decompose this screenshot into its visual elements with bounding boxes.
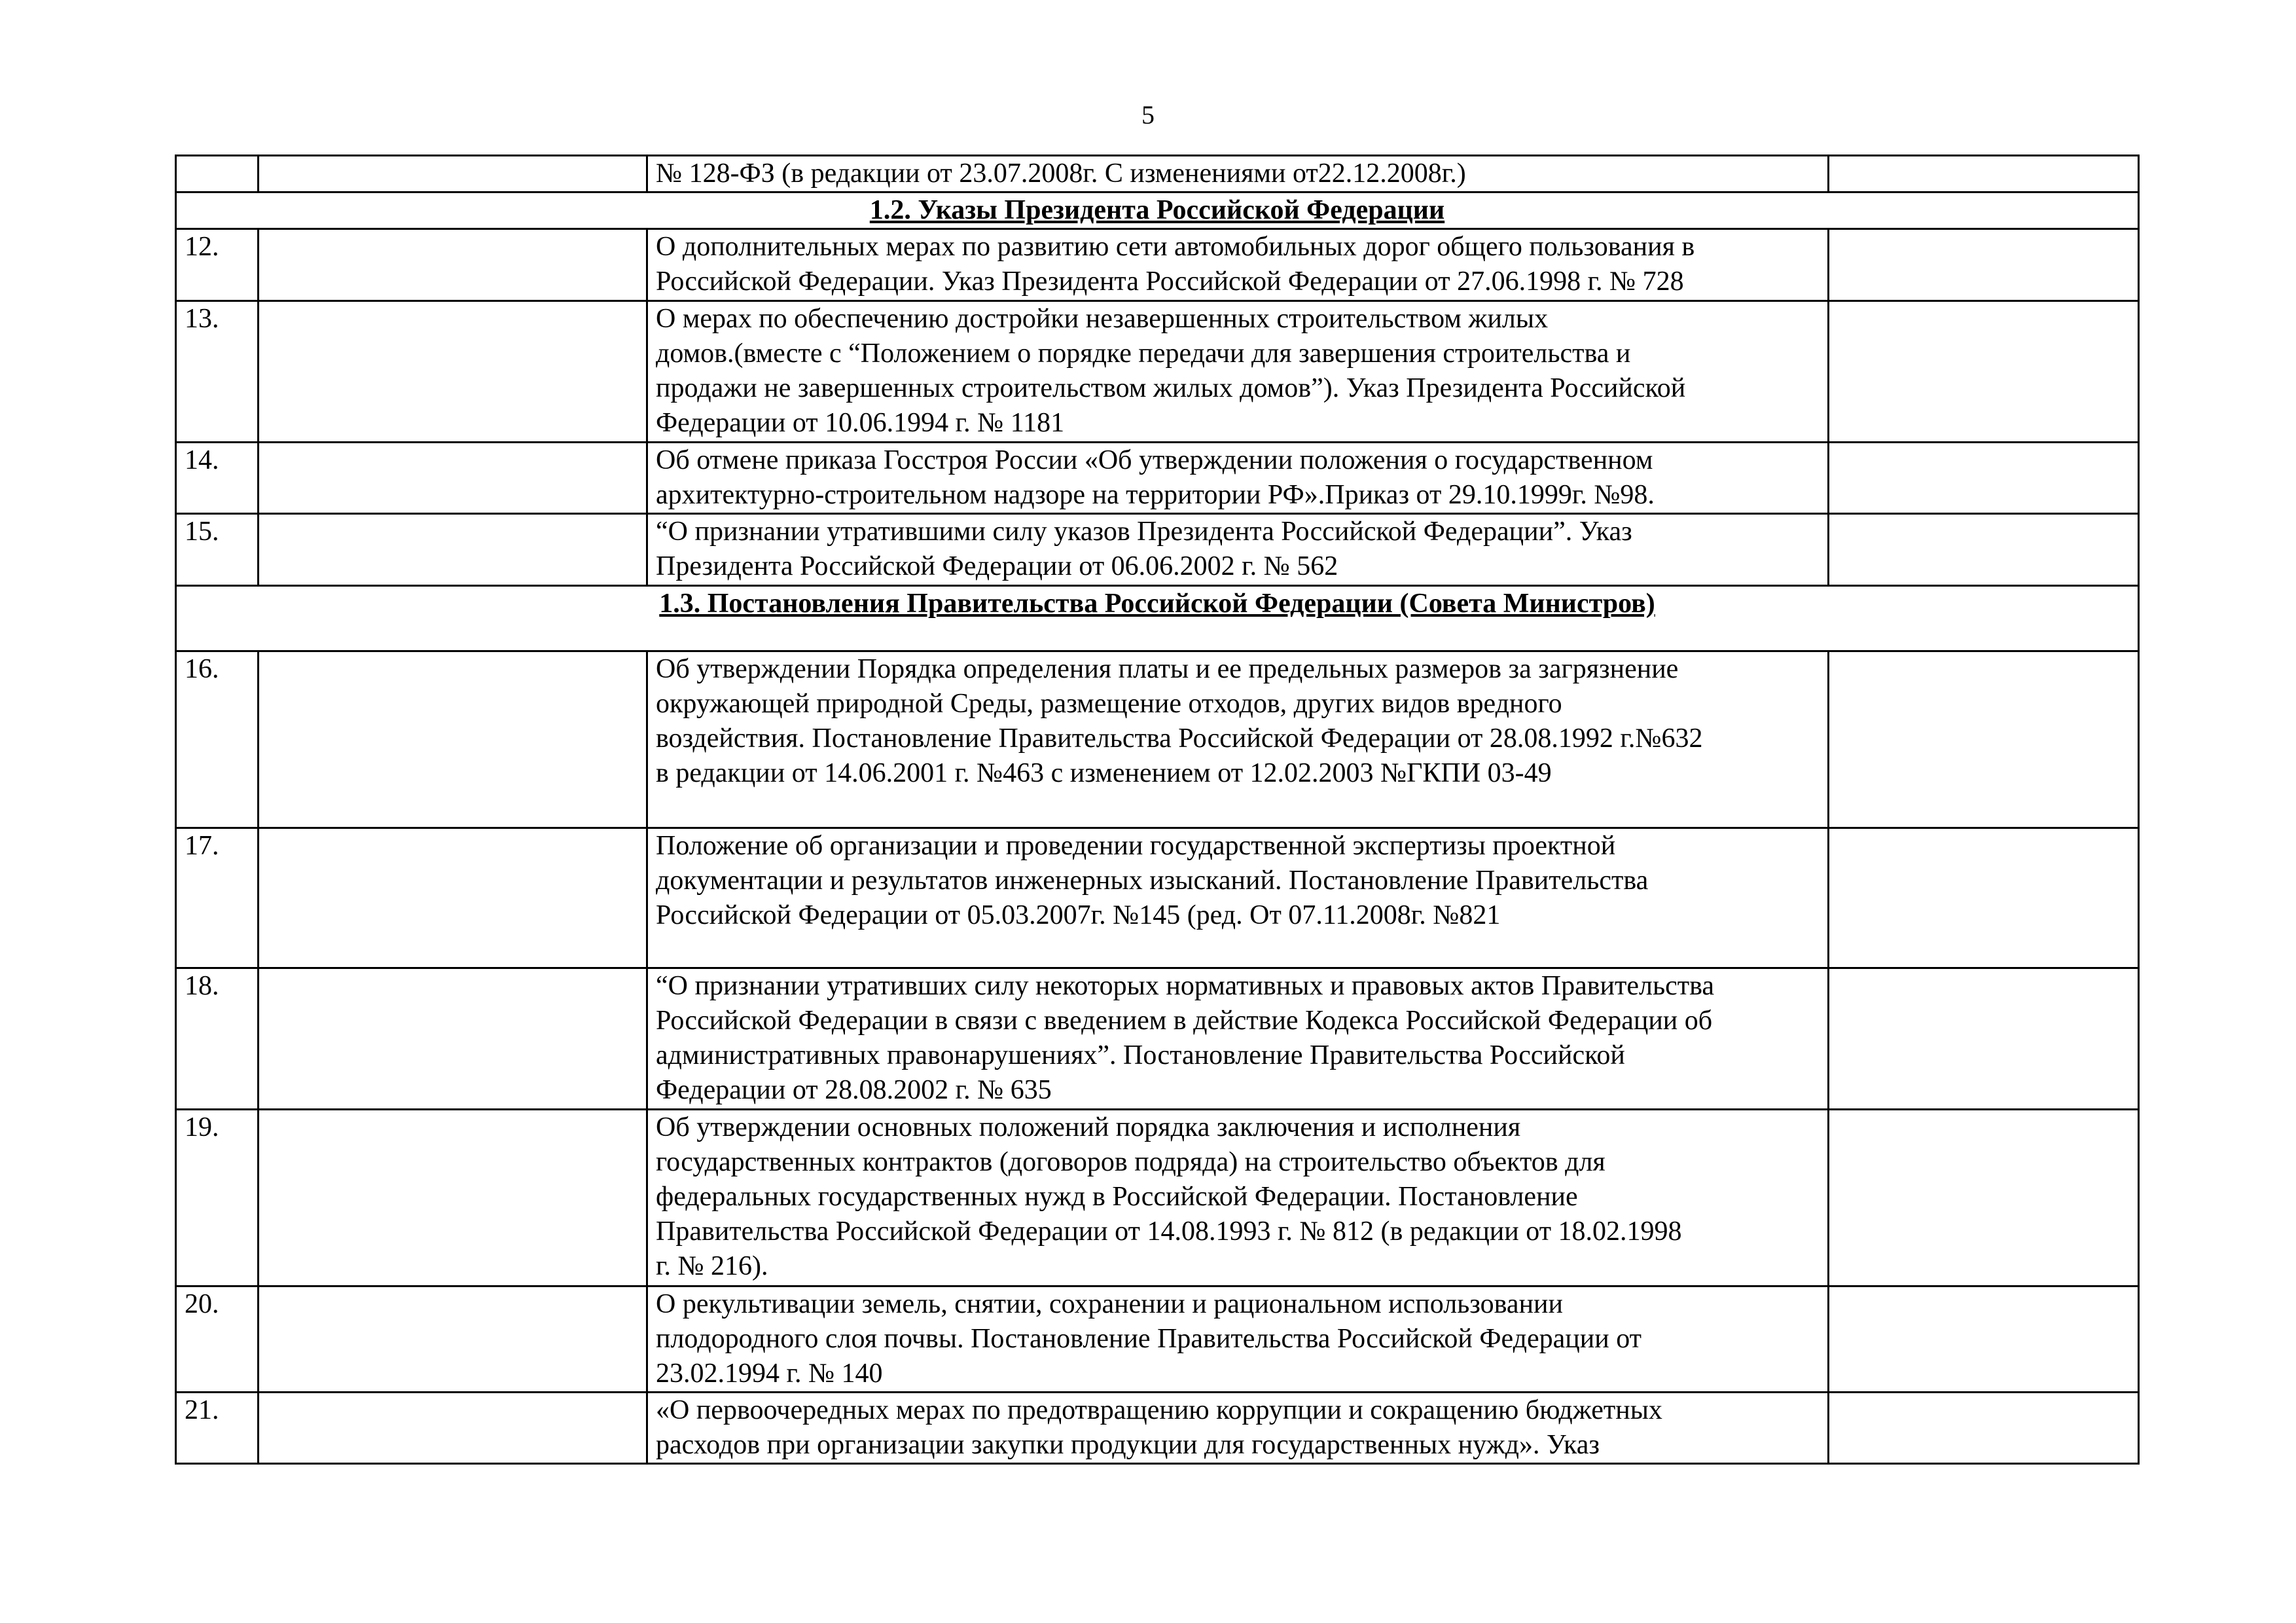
empty-cell xyxy=(259,229,647,301)
act-description: Положение об организации и проведении государственной экспертизы проектной документации и результатов инженерных изысканий. Постановление Правительства Российской Федерации от 05.03.2007г. №145 (ред. От 07.11.2008г. №821 xyxy=(647,828,1829,968)
empty-cell xyxy=(259,156,647,192)
notes-cell xyxy=(1829,514,2139,586)
act-description: Об утверждении Порядка определения платы и ее предельных размеров за загрязнение окружающей природной Среды, размещение отходов, других видов вредного воздействия. Постановление Правительства Российской Федерации от 28.08.1992 г.№632 в редакции от 14.06.2001 г. №463 с изменением от 12.02.2003 №ГКПИ 03-49 xyxy=(647,651,1829,828)
row-number xyxy=(176,156,259,192)
empty-cell xyxy=(259,651,647,828)
notes-cell xyxy=(1829,1110,2139,1286)
section-row xyxy=(176,586,2139,651)
act-description: Об утверждении основных положений порядка заключения и исполнения государственных контрактов (договоров подряда) на строительство объектов для федеральных государственных нужд в Российской Федерации. Постановление Правительства Российской Федерации от 14.08.1993 г. № 812 (в редакции от 18.02.1998 г. № 216). xyxy=(647,1110,1829,1286)
table-row xyxy=(176,514,2139,586)
act-description: “О признании утративших силу некоторых нормативных и правовых актов Правительства Российской Федерации в связи с введением в действие Кодекса Российской Федерации об административных правонарушениях”. Постановление Правительства Российской Федерации от 28.08.2002 г. № 635 xyxy=(647,968,1829,1110)
empty-cell xyxy=(259,514,647,586)
notes-cell xyxy=(1829,229,2139,301)
act-description: О мерах по обеспечению достройки незавершенных строительством жилых домов.(вместе с “Положением о порядке передачи для завершения строительства и продажи не завершенных строительством жилых домов”). Указ Президента Российской Федерации от 10.06.1994 г. № 1181 xyxy=(647,301,1829,443)
section-heading: 1.3. Постановления Правительства Российской Федерации (Совета Министров) xyxy=(176,586,2139,651)
row-number: 21. xyxy=(176,1393,259,1464)
table-row xyxy=(176,301,2139,443)
notes-cell xyxy=(1829,156,2139,192)
notes-cell xyxy=(1829,1393,2139,1464)
row-number: 16. xyxy=(176,651,259,828)
page-number: 5 xyxy=(1141,100,1155,130)
act-description: “О признании утратившими силу указов Президента Российской Федерации”. Указ Президента Российской Федерации от 06.06.2002 г. № 562 xyxy=(647,514,1829,586)
act-description: Об отмене приказа Госстроя России «Об утверждении положения о государственном архитектурно-строительном надзоре на территории РФ».Приказ от 29.10.1999г. №98. xyxy=(647,443,1829,514)
row-number: 18. xyxy=(176,968,259,1110)
table-row xyxy=(176,1393,2139,1464)
empty-cell xyxy=(259,1110,647,1286)
notes-cell xyxy=(1829,443,2139,514)
row-number: 15. xyxy=(176,514,259,586)
table-row xyxy=(176,1110,2139,1286)
table-row xyxy=(176,156,2139,192)
empty-cell xyxy=(259,1393,647,1464)
legal-acts-table xyxy=(175,155,2140,1465)
table-row xyxy=(176,968,2139,1110)
act-description: «О первоочередных мерах по предотвращению коррупции и сокращению бюджетных расходов при организации закупки продукции для государственных нужд». Указ xyxy=(647,1393,1829,1464)
table-row xyxy=(176,229,2139,301)
notes-cell xyxy=(1829,968,2139,1110)
table-row xyxy=(176,828,2139,968)
empty-cell xyxy=(259,968,647,1110)
row-number: 13. xyxy=(176,301,259,443)
row-number: 19. xyxy=(176,1110,259,1286)
act-description: О рекультивации земель, снятии, сохранении и рациональном использовании плодородного слоя почвы. Постановление Правительства Российской Федерации от 23.02.1994 г. № 140 xyxy=(647,1286,1829,1393)
row-number: 14. xyxy=(176,443,259,514)
empty-cell xyxy=(259,301,647,443)
section-heading: 1.2. Указы Президента Российской Федерации xyxy=(176,192,2139,229)
notes-cell xyxy=(1829,301,2139,443)
notes-cell xyxy=(1829,651,2139,828)
notes-cell xyxy=(1829,828,2139,968)
table-row xyxy=(176,443,2139,514)
act-description: О дополнительных мерах по развитию сети автомобильных дорог общего пользования в Российской Федерации. Указ Президента Российской Федерации от 27.06.1998 г. № 728 xyxy=(647,229,1829,301)
empty-cell xyxy=(259,828,647,968)
section-row xyxy=(176,192,2139,229)
empty-cell xyxy=(259,1286,647,1393)
table-row xyxy=(176,1286,2139,1393)
table-row xyxy=(176,651,2139,828)
notes-cell xyxy=(1829,1286,2139,1393)
act-description: № 128-ФЗ (в редакции от 23.07.2008г. С изменениями от22.12.2008г.) xyxy=(647,156,1829,192)
row-number: 12. xyxy=(176,229,259,301)
row-number: 20. xyxy=(176,1286,259,1393)
empty-cell xyxy=(259,443,647,514)
row-number: 17. xyxy=(176,828,259,968)
